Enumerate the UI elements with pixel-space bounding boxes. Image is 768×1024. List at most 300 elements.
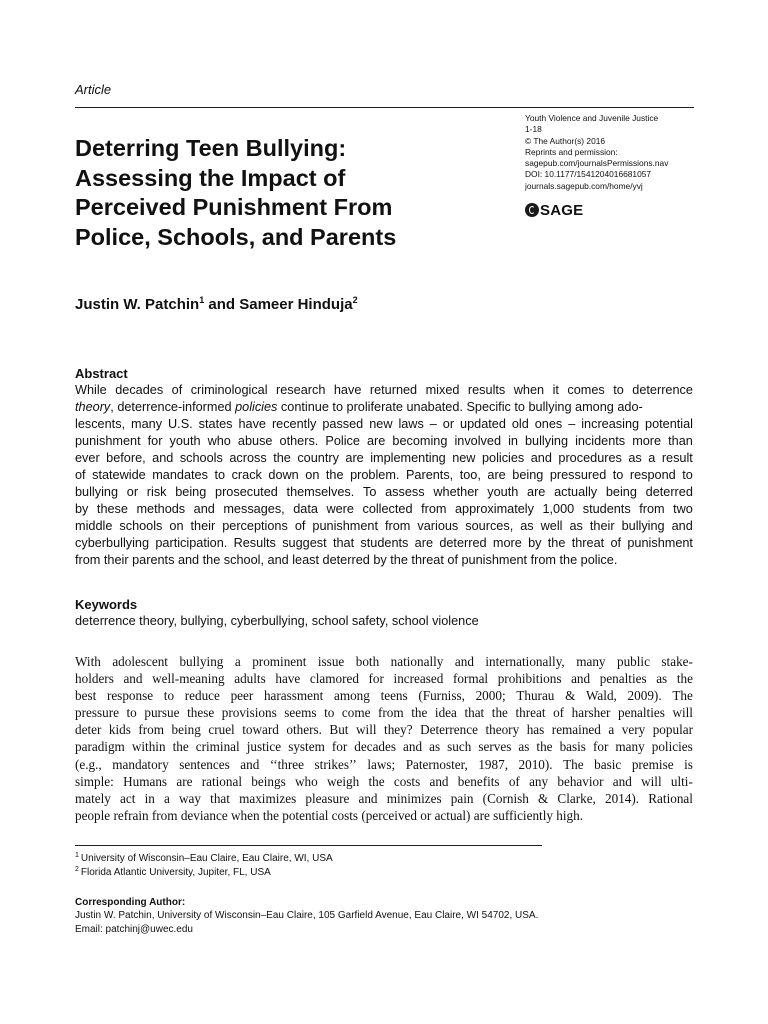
sage-logo-icon bbox=[525, 203, 539, 217]
word: are bbox=[176, 773, 193, 789]
word: simple: bbox=[75, 773, 114, 789]
word: – bbox=[568, 417, 576, 432]
journal-homepage-link[interactable]: journals.sagepub.com/home/yvj bbox=[525, 180, 643, 191]
word: have bbox=[333, 383, 362, 397]
word: by bbox=[528, 536, 542, 551]
word: schools bbox=[179, 451, 223, 466]
word: theory bbox=[485, 722, 520, 738]
word: 2009). bbox=[627, 688, 662, 704]
word: for bbox=[147, 434, 163, 449]
word: being bbox=[175, 485, 207, 500]
word: basic bbox=[594, 756, 622, 772]
word: the bbox=[368, 773, 385, 789]
footnote-mark: 2 bbox=[75, 865, 79, 873]
word: to bbox=[612, 468, 624, 483]
word: sources, bbox=[465, 519, 514, 534]
word: Results bbox=[233, 536, 276, 551]
abstract-body bbox=[75, 382, 693, 570]
word: threat bbox=[571, 536, 605, 551]
word: the bbox=[325, 468, 344, 483]
word: best bbox=[75, 688, 97, 704]
word: deter bbox=[75, 722, 102, 738]
word: incidents bbox=[575, 434, 626, 449]
word: who bbox=[207, 434, 231, 449]
word: many bbox=[615, 739, 645, 755]
sage-publisher-logo bbox=[525, 201, 583, 219]
word: internationally, bbox=[485, 654, 565, 669]
word: or bbox=[442, 417, 455, 432]
word: basis bbox=[559, 739, 586, 755]
word: approximately bbox=[454, 502, 534, 517]
word: schools bbox=[119, 519, 163, 534]
word: and bbox=[403, 739, 423, 755]
word: 1,000 bbox=[542, 502, 575, 517]
word: new bbox=[452, 451, 476, 466]
affiliation-footnote-1 bbox=[75, 853, 333, 864]
word: their bbox=[589, 519, 615, 534]
word: two bbox=[673, 502, 693, 517]
word: beings bbox=[251, 773, 286, 789]
word: cyberbullying bbox=[75, 536, 150, 551]
word: more bbox=[492, 536, 522, 551]
word: system bbox=[288, 739, 325, 755]
page-range: 1-18 bbox=[525, 124, 542, 135]
word: old bbox=[511, 417, 529, 432]
word: criminological bbox=[190, 383, 268, 397]
word: new bbox=[369, 417, 393, 432]
word: such bbox=[447, 739, 472, 755]
footnote-rule bbox=[75, 845, 542, 846]
word: from bbox=[138, 722, 165, 738]
reprints-line: Reprints and permission: bbox=[525, 146, 618, 157]
word: & bbox=[565, 688, 576, 704]
word: passed bbox=[322, 417, 364, 432]
abstract-line bbox=[75, 399, 693, 416]
word: ‘‘three bbox=[269, 756, 305, 772]
word: problem. bbox=[350, 468, 400, 483]
word: returned bbox=[369, 383, 418, 397]
word: and bbox=[358, 790, 378, 806]
word: that bbox=[332, 536, 355, 551]
word: procedures bbox=[558, 451, 622, 466]
body-line bbox=[75, 653, 693, 670]
word: abuse bbox=[237, 434, 273, 449]
word: well bbox=[540, 519, 563, 534]
word: and bbox=[530, 451, 552, 466]
abstract-line: from their parents and the school, and least deterred by the threat of punishment from the police. bbox=[75, 553, 618, 568]
word: The bbox=[563, 756, 584, 772]
title-line: Assessing the Impact of bbox=[75, 164, 346, 191]
word: deterrence bbox=[632, 383, 693, 397]
word: too, bbox=[459, 468, 481, 483]
word: is bbox=[684, 756, 693, 772]
word: as bbox=[628, 451, 642, 466]
word: punishment bbox=[312, 519, 378, 534]
word: mandates bbox=[152, 468, 208, 483]
word: the bbox=[172, 739, 189, 755]
word: harsher bbox=[571, 705, 611, 721]
word: who bbox=[294, 773, 318, 789]
word: any bbox=[529, 773, 549, 789]
word: paradigm bbox=[75, 739, 125, 755]
word: punishment bbox=[627, 536, 693, 551]
word: (e.g., bbox=[75, 756, 102, 772]
word: involved bbox=[454, 434, 502, 449]
word: peer bbox=[230, 688, 254, 704]
word: down bbox=[268, 468, 299, 483]
word: these bbox=[187, 705, 215, 721]
word: Humans bbox=[123, 773, 168, 789]
word: from bbox=[639, 502, 665, 517]
word: adults bbox=[234, 671, 266, 687]
abstract-heading: Abstract bbox=[75, 366, 128, 381]
word: potential bbox=[645, 417, 693, 432]
word: of bbox=[508, 773, 520, 789]
word: pressure bbox=[75, 705, 119, 721]
word: pressured bbox=[549, 468, 607, 483]
word: (Cornish bbox=[482, 790, 529, 806]
word: adolescent bbox=[112, 654, 168, 669]
word: were bbox=[326, 502, 354, 517]
word: of bbox=[171, 383, 183, 397]
word: being bbox=[171, 722, 201, 738]
word: well-meaning bbox=[152, 671, 225, 687]
word: pain bbox=[450, 790, 474, 806]
word: a bbox=[234, 654, 241, 669]
word: to bbox=[613, 383, 624, 397]
word: result bbox=[661, 451, 693, 466]
word: penalties bbox=[599, 671, 647, 687]
word: and bbox=[123, 671, 143, 687]
word: kids bbox=[108, 722, 131, 738]
affiliation-mark: 2 bbox=[352, 295, 358, 305]
word: collected bbox=[362, 502, 413, 517]
word: threat bbox=[515, 705, 546, 721]
word: nationally bbox=[390, 654, 444, 669]
word: to bbox=[324, 705, 335, 721]
word: research bbox=[276, 383, 326, 397]
body-line bbox=[75, 790, 693, 807]
word: to bbox=[126, 705, 137, 721]
word: middle bbox=[75, 519, 113, 534]
word: and bbox=[612, 773, 632, 789]
word: the bbox=[547, 536, 566, 551]
word: Parents, bbox=[405, 468, 454, 483]
word: ever bbox=[75, 451, 100, 466]
word: they? bbox=[384, 722, 413, 738]
word: deterred bbox=[439, 536, 487, 551]
word: will bbox=[641, 773, 662, 789]
word: weigh bbox=[326, 773, 360, 789]
word: updated bbox=[460, 417, 506, 432]
corresponding-author-heading: Corresponding Author: bbox=[75, 897, 186, 908]
word: mixed bbox=[425, 383, 460, 397]
abstract-line bbox=[75, 535, 693, 552]
title-line: Deterring Teen Bullying: bbox=[75, 135, 347, 161]
abstract-line bbox=[75, 501, 693, 518]
word: U.S. bbox=[168, 417, 193, 432]
abstract-line bbox=[75, 450, 693, 467]
word: of bbox=[75, 468, 86, 483]
body-line bbox=[75, 738, 693, 755]
corresponding-author-address: Justin W. Patchin, University of Wisconsin–Eau Claire, 105 Garfield Avenue, Eau Claire, WI 54702, USA. bbox=[75, 910, 539, 921]
word: reduce bbox=[184, 688, 220, 704]
journal-meta bbox=[525, 113, 705, 192]
word: a bbox=[608, 722, 615, 738]
word: With bbox=[75, 654, 101, 669]
word: increased bbox=[393, 671, 444, 687]
word: decades bbox=[115, 383, 164, 397]
word: that bbox=[210, 790, 230, 806]
word: Paternoster, bbox=[405, 756, 468, 772]
word: or bbox=[126, 485, 139, 500]
word: comes bbox=[567, 383, 605, 397]
word: the bbox=[676, 671, 693, 687]
permissions-link[interactable]: sagepub.com/journalsPermissions.nav bbox=[525, 158, 669, 169]
corresponding-author-email[interactable]: Email: patchinj@uwec.edu bbox=[75, 924, 193, 935]
word: have bbox=[275, 671, 301, 687]
word: as bbox=[520, 519, 534, 534]
word: 1987, bbox=[478, 756, 508, 772]
word: of bbox=[553, 705, 565, 721]
word: benefits bbox=[457, 773, 500, 789]
word: their bbox=[190, 519, 216, 534]
word: students bbox=[582, 502, 631, 517]
word: a bbox=[648, 451, 656, 466]
word: criminal bbox=[195, 739, 240, 755]
word: costs bbox=[393, 773, 421, 789]
abstract-line bbox=[75, 467, 693, 484]
word: punishment bbox=[75, 434, 141, 449]
word: the bbox=[273, 451, 291, 466]
abstract-line bbox=[75, 382, 693, 399]
word: assess bbox=[385, 485, 425, 500]
word: on bbox=[305, 468, 320, 483]
word: methods bbox=[136, 502, 186, 517]
word: has bbox=[526, 722, 545, 738]
word: harassment bbox=[263, 688, 324, 704]
word: from bbox=[385, 519, 411, 534]
abstract-line bbox=[75, 416, 693, 433]
word: and bbox=[671, 519, 693, 534]
word: youth bbox=[487, 485, 519, 500]
emphasis-theory: theory bbox=[75, 400, 111, 415]
abstract-line bbox=[75, 484, 693, 501]
body-line bbox=[75, 687, 693, 704]
word: bullying bbox=[621, 519, 665, 534]
word: before, bbox=[106, 451, 146, 466]
word: as bbox=[518, 739, 530, 755]
affiliation-mark: 1 bbox=[199, 295, 205, 305]
word: themselves. bbox=[286, 485, 355, 500]
word: cruel bbox=[208, 722, 235, 738]
word: are bbox=[527, 485, 546, 500]
word: very bbox=[621, 722, 646, 738]
abstract-text-span: , deterrence-informed bbox=[110, 400, 236, 415]
body-line: people refrain from deviance when the potential costs (perceived or actual) are sufficiently high. bbox=[75, 807, 583, 823]
word: decades bbox=[354, 739, 397, 755]
word: as bbox=[569, 519, 583, 534]
word: data bbox=[293, 502, 318, 517]
word: to bbox=[163, 688, 175, 704]
word: toward bbox=[242, 722, 279, 738]
footnote-text: Florida Atlantic University, Jupiter, FL, USA bbox=[80, 867, 271, 878]
word: many bbox=[131, 417, 163, 432]
body-line bbox=[75, 721, 693, 738]
word: will bbox=[672, 705, 693, 721]
word: premise bbox=[631, 756, 674, 772]
word: lescents, bbox=[75, 417, 126, 432]
word: increasing bbox=[581, 417, 640, 432]
word: pursue bbox=[144, 705, 180, 721]
word: of bbox=[294, 519, 306, 534]
word: the bbox=[491, 705, 508, 721]
word: for bbox=[331, 739, 348, 755]
word: messages, bbox=[223, 502, 285, 517]
abstract-line bbox=[75, 518, 693, 535]
author-name: Justin W. Patchin bbox=[75, 296, 200, 313]
word: and bbox=[571, 671, 591, 687]
word: ones bbox=[534, 417, 563, 432]
word: statewide bbox=[92, 468, 146, 483]
body-line bbox=[75, 704, 693, 721]
word: in bbox=[508, 434, 518, 449]
word: results bbox=[467, 383, 506, 397]
word: in bbox=[144, 790, 155, 806]
word: whether bbox=[433, 485, 479, 500]
word: (Furniss, bbox=[418, 688, 465, 704]
word: mately bbox=[75, 790, 111, 806]
word: others. bbox=[279, 434, 319, 449]
word: and bbox=[429, 773, 449, 789]
word: response bbox=[106, 688, 154, 704]
word: for bbox=[592, 739, 609, 755]
word: youth bbox=[169, 434, 201, 449]
word: penalties bbox=[618, 705, 665, 721]
word: 2010). bbox=[518, 756, 553, 772]
word: others. bbox=[286, 722, 322, 738]
word: and bbox=[152, 451, 174, 466]
word: stake- bbox=[661, 654, 693, 669]
word: the bbox=[411, 705, 428, 721]
word: many bbox=[576, 654, 606, 669]
word: bullying bbox=[524, 434, 569, 449]
word: provisions bbox=[221, 705, 277, 721]
word: to bbox=[682, 468, 693, 483]
word: holders bbox=[75, 671, 114, 687]
word: as bbox=[656, 671, 668, 687]
word: perceptions bbox=[222, 519, 288, 534]
title-line: Perceived Punishment From bbox=[75, 194, 393, 220]
body-paragraph bbox=[75, 653, 693, 824]
word: respond bbox=[629, 468, 676, 483]
sage-logo-text: SAGE bbox=[540, 201, 584, 219]
keywords-heading: Keywords bbox=[75, 597, 138, 612]
word: as bbox=[429, 739, 441, 755]
word: being bbox=[512, 468, 544, 483]
title-line: Police, Schools, and Parents bbox=[75, 223, 397, 250]
word: Thurau bbox=[516, 688, 555, 704]
affiliation-footnote-2 bbox=[75, 867, 271, 878]
word: more bbox=[632, 434, 662, 449]
word: students bbox=[360, 536, 409, 551]
word: strikes’’ bbox=[314, 756, 357, 772]
word: among bbox=[333, 688, 370, 704]
word: are bbox=[487, 468, 506, 483]
word: Deterrence bbox=[420, 722, 478, 738]
word: justice bbox=[246, 739, 282, 755]
word: recently bbox=[271, 417, 317, 432]
word: a bbox=[164, 790, 170, 806]
word: from bbox=[421, 502, 447, 517]
word: seems bbox=[284, 705, 317, 721]
copyright-line: © The Author(s) 2016 bbox=[525, 135, 606, 146]
word: pleasure bbox=[305, 790, 350, 806]
word: participation. bbox=[155, 536, 228, 551]
word: that bbox=[464, 705, 485, 721]
word: teens bbox=[380, 688, 408, 704]
word: of bbox=[610, 536, 622, 551]
word: While bbox=[75, 383, 107, 397]
word: it bbox=[552, 383, 559, 397]
word: have bbox=[238, 417, 266, 432]
word: states bbox=[198, 417, 233, 432]
word: will bbox=[356, 722, 377, 738]
word: – bbox=[429, 417, 437, 432]
article-type-label: Article bbox=[75, 82, 112, 97]
word: Clarke, bbox=[557, 790, 596, 806]
author-list bbox=[75, 296, 358, 313]
word: come bbox=[341, 705, 371, 721]
word: mandatory bbox=[112, 756, 169, 772]
word: for bbox=[368, 671, 384, 687]
word: implementing bbox=[370, 451, 446, 466]
word: prosecuted bbox=[215, 485, 278, 500]
author-conjunction: and bbox=[204, 296, 240, 313]
word: and bbox=[454, 654, 474, 669]
word: these bbox=[96, 502, 128, 517]
word: on bbox=[169, 519, 184, 534]
footnote-text: University of Wisconsin–Eau Claire, Eau Claire, WI, USA bbox=[80, 853, 333, 864]
abstract-line bbox=[75, 433, 693, 450]
word: issue bbox=[317, 654, 345, 669]
word: minimizes bbox=[386, 790, 442, 806]
journal-name: Youth Violence and Juvenile Justice bbox=[525, 113, 659, 123]
word: are bbox=[414, 536, 434, 551]
word: laws bbox=[398, 417, 424, 432]
word: way bbox=[179, 790, 201, 806]
word: the bbox=[536, 739, 553, 755]
doi-line[interactable]: DOI: 10.1177/1541204016681057 bbox=[525, 169, 652, 180]
header-rule bbox=[75, 107, 694, 108]
word: and bbox=[240, 756, 260, 772]
word: and bbox=[193, 502, 215, 517]
footnote-mark: 1 bbox=[75, 851, 79, 859]
word: rational bbox=[201, 773, 242, 789]
word: But bbox=[329, 722, 349, 738]
word: popular bbox=[652, 722, 693, 738]
keywords-list: deterrence theory, bullying, cyberbullying, school safety, school violence bbox=[75, 614, 479, 628]
word: bullying bbox=[179, 654, 224, 669]
article-title bbox=[75, 134, 495, 252]
body-line bbox=[75, 670, 693, 687]
word: when bbox=[513, 383, 545, 397]
word: remained bbox=[551, 722, 601, 738]
word: formal bbox=[452, 671, 489, 687]
word: suggest bbox=[282, 536, 327, 551]
word: The bbox=[672, 688, 693, 704]
author-name: Sameer Hinduja bbox=[239, 296, 353, 313]
